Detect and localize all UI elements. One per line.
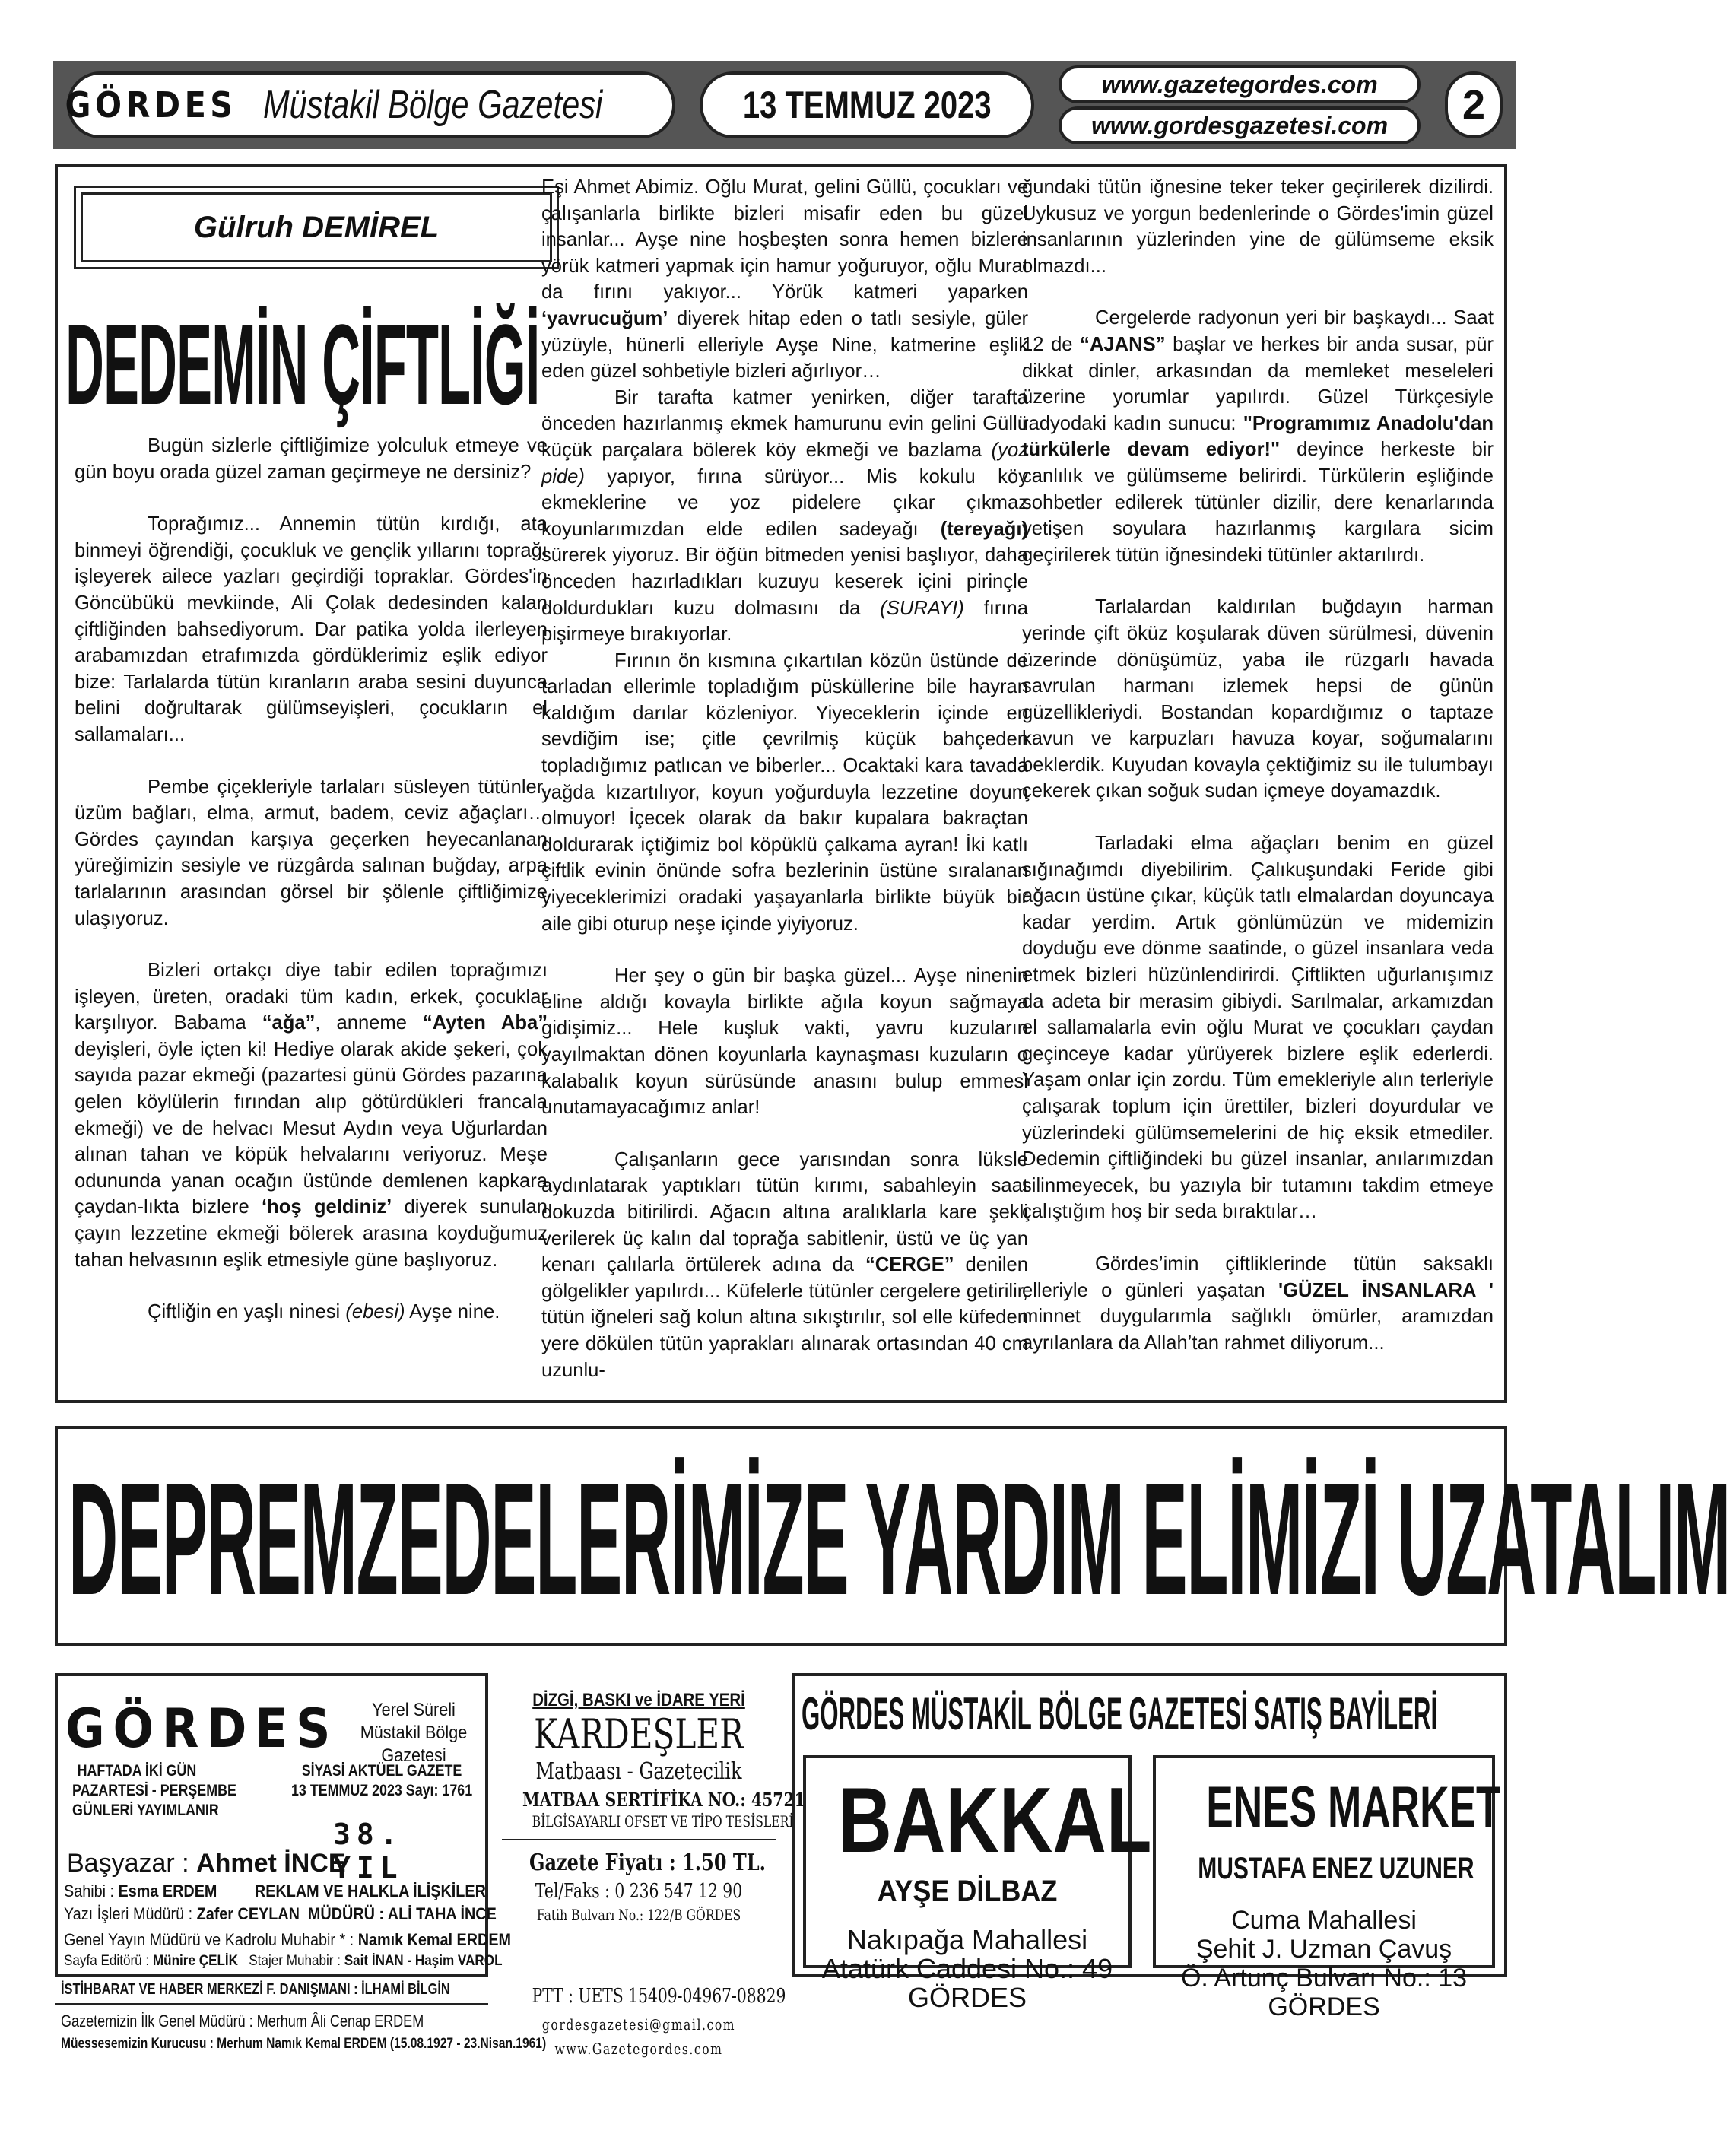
printer-email[interactable]: gordesgazetesi@gmail.com bbox=[541, 2015, 736, 2034]
text-run: diyerek sunulan çayın lezzetine ekmeği bölerek arasına koyduğumuz tahan helvasının eşlik etmesiyle güne başlıyoruz. bbox=[75, 1196, 548, 1271]
ads-label: REKLAM VE HALKLA İLİŞKİLER bbox=[254, 1881, 486, 1900]
frequency-line: GÜNLERİ YAYIMLANIR bbox=[72, 1802, 219, 1819]
emphasis: (tereyağı) bbox=[940, 518, 1028, 540]
dealer-card-enes-market bbox=[1153, 1755, 1501, 2021]
imprint-local-line: Müstakil Bölge Gazetesi bbox=[360, 1723, 468, 1766]
owner-name: Esma ERDEM bbox=[118, 1881, 217, 1900]
paragraph bbox=[75, 957, 548, 1273]
paragraph bbox=[1022, 305, 1494, 568]
paragraph bbox=[541, 174, 1028, 385]
page-number: 2 bbox=[1445, 71, 1503, 138]
emphasis: “Ayten Aba” bbox=[422, 1012, 548, 1034]
emphasis: ‘hoş geldiniz’ bbox=[261, 1196, 392, 1218]
imprint-paper-name: GÖRDES bbox=[65, 1697, 339, 1760]
text-run: deyince herkeste bir canlılık ve gülümseme belirirdi. Türkülerin eşliğinde sohbetler edilerek tütünler dizilir, dere kenarlarında yetişen soyulara hazırlanmış kargılara sicim geçirilerek tütün iğnesindeki tütünler aktarılırdı. bbox=[1022, 439, 1494, 566]
sales-dealers-box bbox=[792, 1673, 1507, 2021]
printer-box bbox=[502, 1673, 805, 1977]
text-run: denilen gölgelikler yapılırdı... Küfelerle tütünler cergelere getirilir, tütün iğneleri sağ kolun altına sıkıştırılır, sol elle küfeden yere dökülen tütün yaprakları alınarak ortasından 40 cm uzunlu- bbox=[541, 1254, 1029, 1381]
first-gm-line: Gazetemizin İlk Genel Müdürü : Merhum Âli Cenap ERDEM bbox=[61, 2012, 424, 2031]
paper-type-line: SİYASİ AKTÜEL GAZETE bbox=[301, 1762, 462, 1780]
dealer-address-line: Nakıpağa Mahallesi bbox=[846, 1924, 1088, 1955]
intern-names: Sait İNAN - Haşim VAROL bbox=[344, 1953, 503, 1969]
brand-name: GÖRDES bbox=[65, 84, 237, 125]
dealer-owner: MUSTAFA ENEZ UZUNER bbox=[1198, 1852, 1474, 1885]
article-column-2 bbox=[541, 174, 1028, 1399]
author-byline: Gülruh DEMİREL bbox=[81, 192, 552, 262]
printer-divider bbox=[502, 1839, 776, 1840]
paragraph: Tarladaki elma ağaçları benim en güzel sığınağımdı diyebilirim. Çalıkuşundaki Feride gibi ağacın üstüne çıkar, küçük tatlı elmalardan doyuncaya kadar yerdim. Artık gönlümüzün ve midemizin doyduğu eve dönme saatinde, o güzel insanlara veda etmek bizleri hüzünlendirirdi. Çiftlikten uğurlanışımız da adeta bir merasim gibiydi. Sarılmalar, arkamızdan el sallamalarla evin oğlu Murat ve çocukları çaydan geçinceye kadar yürüyerek bizlere eşlik ederlerdi. Yaşam onlar için zordu. Tüm emekleriyle alın terleriyle çalışarak toplum için ürettiler, bizleri doyurdular ve yüzlerindeki gülümsemelerini de hiç eksik etmediler. Dedemin çiftliğindeki bu güzel insanlar, anılarımızdan silinmeyecek, bu yazıyla bir tutamını takdim etmeye çalıştığım hoş bir seda bıraktılar… bbox=[1022, 833, 1494, 1223]
chief-writer-label: Başyazar : bbox=[67, 1849, 197, 1878]
printer-name: KARDEŞLER bbox=[534, 1710, 744, 1758]
paragraph: Tarlalardan kaldırılan buğdayın harman yerinde çift öküz koşularak düven sürülmesi, düvenin üzerinde dönüşümüz, yaba ile rüzgarlı havada savrulan harmanı izlemek hepsi de günün güzellikleriydi. Bostandan kopardığımız o taptaze kavun ve karpuzları havuza koyar, soğumalarını beklerdik. Kuyudan kovayla çektiğimiz su ile tulumbayı çekerek çıkan soğuk sudan içmeye doyamazdık. bbox=[1022, 596, 1494, 802]
text-run: fırına pişirmeye bırakıyorlar. bbox=[541, 597, 1028, 646]
dealer-card-bakkal bbox=[803, 1755, 1152, 2013]
article-headline: DEDEMİN ÇİFTLİĞİ bbox=[65, 300, 540, 428]
dealer-address-line: GÖRDES bbox=[907, 1982, 1027, 2013]
emphasis: (yoz pide) bbox=[541, 439, 1028, 487]
page-editor-label: Sayfa Editörü : bbox=[64, 1953, 153, 1969]
publication-year: 38. YIL bbox=[333, 1818, 404, 1885]
page-editor-name: Münire ÇELİK bbox=[152, 1953, 239, 1969]
printer-ptt: PTT : UETS 15409-04967-08829 bbox=[532, 1985, 786, 2008]
frequency-line: PAZARTESİ - PERŞEMBE bbox=[72, 1782, 236, 1799]
emphasis: 'GÜZEL İNSANLARA ' bbox=[1278, 1279, 1494, 1301]
issue-info: 13 TEMMUZ 2023 Sayı: 1761 bbox=[291, 1782, 473, 1799]
article-column-1 bbox=[75, 433, 548, 1399]
emphasis: “ağa” bbox=[262, 1012, 316, 1034]
founder-line bbox=[61, 2035, 546, 2053]
text-run: Çalışanların gece yarısından sonra lüksle aydınlatarak yaptıkları tütün kırımı, sabahleyin saat dokuzda bitirilirdi. Ağacın altına aralıklarla kare şekli verilerek üç kalın dal toprağa sabitlenir, üstü ve üç yan kenarı çalılarla örtülerek adına da bbox=[541, 1148, 1028, 1276]
printer-facilities: BİLGİSAYARLI OFSET VE TİPO TESİSLERİ bbox=[532, 1812, 794, 1831]
paragraph: Bugün sizlerle çiftliğimize yolculuk etmeye ve gün boyu orada güzel zaman geçirmeye ne dersiniz? bbox=[75, 435, 548, 483]
owner-line bbox=[64, 1881, 486, 1901]
paragraph bbox=[541, 1147, 1028, 1383]
text-run: başlar ve herkes bir anda susar, pür dikkat dinler, arkasından da memleket meseleleri üzerine yorumlar yapılırdı. Güzel Türkçesiyle radyodaki kadın sunucu: bbox=[1022, 333, 1494, 434]
dealer-name: BAKKAL bbox=[838, 1768, 1152, 1872]
text-run: Gördes’imin çiftliklerinde tütün saksaklı elleriyle o günleri yaşatan bbox=[1022, 1253, 1494, 1301]
paper-type bbox=[291, 1761, 472, 1801]
dealer-owner: AYŞE DİLBAZ bbox=[877, 1875, 1058, 1908]
printer-website[interactable]: www.Gazetegordes.com bbox=[554, 2040, 723, 2058]
paragraph bbox=[541, 385, 1028, 648]
masthead bbox=[53, 61, 1516, 149]
banner-text: DEPREMZEDELERİMİZE YARDIM ELİMİZİ UZATALIM bbox=[68, 1450, 1730, 1628]
masthead-brand bbox=[67, 71, 675, 138]
paragraph: Her şey o gün bir başka güzel... Ayşe ninenin eline aldığı kovayla birlikte ağıla koyun sağmaya gidişimiz... Hele kuşluk vakti, yavru kuzuların yayılmaktan dönen koyunlarla kaynaşması kuzuların o kalabalık koyun sürüsünde anasını bulup emmesi unutamayacağımız anlar! bbox=[541, 965, 1028, 1119]
dealer-name: ENES MARKET bbox=[1206, 1775, 1501, 1840]
article-column-3 bbox=[1022, 174, 1494, 1399]
issue-date-text: 13 TEMMUZ 2023 bbox=[742, 84, 992, 126]
chief-writer-name: Ahmet İNCE bbox=[196, 1849, 346, 1878]
imprint-local-line: Yerel Süreli bbox=[372, 1700, 456, 1720]
article bbox=[55, 164, 1507, 1403]
text-run: minnet duygularımla sağlıklı ömürler, aramızdan ayrılanlara da Allah’tan rahmet diliyorum... bbox=[1022, 1306, 1494, 1354]
publishing-frequency bbox=[72, 1761, 236, 1821]
paragraph: Fırının ön kısmına çıkartılan közün üstünde de tarladan ellerimle topladığım püsküllerine bile hayran kaldığım darılar közleniyor. Yiyeceklerin içinde en sevdiğim ise; çitle çevrilmiş küçük bahçeden topladığımız patlıcan ve biberler... Ocaktaki kara tavada yağda kızartılıyor, koyun yoğurduyla lezzetine doyum olmuyor! İçecek olarak da bakır kupalara bakraçtan doldurarak içtiğimiz bol köpüklü çalkama ayran! İki katlı çiftlik evinin önünde sofra bezlerinin üstüne sıralanan yiyeceklerimizi oradaki yaşayanlarla birlikte büyük bir aile gibi oturup neşe içinde yiyiyoruz. bbox=[541, 649, 1028, 935]
dealer-address-line: GÖRDES bbox=[1268, 1992, 1380, 2021]
printer-phone: Tel/Faks : 0 236 547 12 90 bbox=[535, 1880, 743, 1903]
brand-tagline: Müstakil Bölge Gazetesi bbox=[262, 83, 602, 127]
paragraph: Pembe çiçekleriyle tarlaları süsleyen tütünler, üzüm bağları, elma, armut, badem, ceviz ağaçları… Gördes çayından karşıya geçerken heyecanlanan yüreğimizin sesiyle ve rüzgârda salınan buğday, arpa tarlalarının arasından görsel bir şölenle çiftliğimize ulaşıyoruz. bbox=[75, 776, 548, 929]
emphasis: ‘yavrucuğum’ bbox=[541, 307, 668, 329]
ads-manager: MÜDÜRÜ : ALİ TAHA İNCE bbox=[307, 1904, 497, 1923]
text-run: Cergelerde radyonun yeri bir başkaydı... Saat 12 de bbox=[1022, 307, 1494, 355]
emphasis: (SURAYI) bbox=[880, 597, 964, 619]
emphasis: “CERGE” bbox=[865, 1254, 954, 1276]
printer-heading: DİZGİ, BASKI ve İDARE YERİ bbox=[532, 1690, 745, 1710]
text-run: Eşi Ahmet Abimiz. Oğlu Murat, gelini Güllü, çocukları ve çalışanlarla birlikte bizleri misafir eden bu güzel insanlar... Ayşe nine hoşbeşten sonra hemen bizlere yörük katmeri yapmak için hamur yoğuruyor, oğlu Murat da fırını yakıyor... Yörük katmeri yaparken bbox=[541, 176, 1028, 303]
dealer-address-line: Atatürk Caddesi No.: 49 bbox=[821, 1953, 1113, 1984]
text-run: yapıyor, fırına sürüyor... Mis kokulu köy ekmeklerine ve yoz pidelere çıkar çıkmaz koyunlarımızdan elde edilen sadeyağı bbox=[541, 465, 1028, 540]
dealers-title: GÖRDES MÜSTAKİL BÖLGE GAZETESİ SATIŞ BAYİLERİ bbox=[802, 1688, 1438, 1739]
text-run: Bizleri ortakçı diye tabir edilen toprağımızı işleyen, üreten, oradaki tüm kadın, erkek, çocuklar karşılıyor. Babama bbox=[75, 960, 548, 1034]
dealer-address-line: Cuma Mahallesi bbox=[1231, 1906, 1417, 1935]
dealer-address-line: Ö. Artunç Bulvarı No.: 13 bbox=[1180, 1964, 1468, 1992]
intel-text: İSTİHBARAT VE HABER MERKEZİ F. DANIŞMANI : İLHAMİ BİLGİN bbox=[61, 1981, 450, 1998]
paragraph bbox=[75, 1299, 548, 1326]
editor-line bbox=[64, 1904, 497, 1924]
text-run: Ayşe nine. bbox=[405, 1301, 500, 1323]
emphasis: (ebesi) bbox=[345, 1301, 405, 1323]
emphasis: “AJANS” bbox=[1080, 333, 1166, 355]
imprint-divider bbox=[55, 2003, 488, 2005]
text-run: Çiftliğin en yaşlı ninesi bbox=[148, 1301, 346, 1323]
gm-name: Namık Kemal ERDEM bbox=[357, 1930, 512, 1949]
founder-text: Müessesemizin Kurucusu : Merhum Namık Kemal ERDEM (15.08.1927 - 23.Nisan.1961) bbox=[61, 2036, 547, 2052]
text-run: , anneme bbox=[315, 1012, 423, 1034]
imprint-box bbox=[55, 1673, 512, 1977]
text-run: Bir tarafta katmer yenirken, diğer tarafta önceden hazırlanmış ekmek hamurunu evin gelini Güllü küçük parçalara bölerek köy ekmeği ve bazlama bbox=[541, 386, 1028, 461]
paragraph: ğundaki tütün iğnesine teker teker geçirilerek dizilirdi. Uykusuz ve yorgun bedenlerinde o Gördes'imin güzel insanlarının yüzlerinden yine de gülümseme eksik olmazdı... bbox=[1022, 176, 1494, 277]
intern-label: Stajer Muhabir : bbox=[249, 1953, 344, 1969]
intel-line bbox=[61, 1980, 450, 1999]
text-run: deyişleri, öyle içten ki! Hediye olarak akide şekeri, çok sayıda pazar ekmeği (pazartesi günü Gördes pazarına gelen köylülerin fırından alıp götürdükleri francala ekmeği) ve de helvacı Mesut Aydın veya Uğurlardan alınan tahan ve köpük helvalarını veriyoruz. Meşe odununda yanan ocağın üstünde demlenen kapkara çaydan-lıkta bizlere bbox=[75, 1038, 548, 1218]
editor-name: Zafer CEYLAN bbox=[196, 1904, 300, 1923]
printer-certificate: MATBAA SERTİFİKA NO.: 45721 bbox=[522, 1789, 805, 1811]
website-link-1[interactable]: www.gazetegordes.com bbox=[1059, 65, 1421, 103]
solidarity-banner bbox=[55, 1426, 1730, 1646]
website-link-2[interactable]: www.gordesgazetesi.com bbox=[1059, 106, 1421, 144]
frequency-line: HAFTADA İKİ GÜN bbox=[77, 1762, 197, 1780]
emphasis: "Programımız Anadolu'dan türkülerle devam ediyor!" bbox=[1022, 412, 1494, 461]
text-run: diyerek hitap eden o tatlı sesiyle, güler yüzüyle, hünerli elleriyle Ayşe Nine, katmerine eşlik eden güzel sohbetiyle bizleri ağırlıyor… bbox=[541, 307, 1028, 383]
editor-label: Yazı İşleri Müdürü : bbox=[64, 1904, 197, 1923]
gm-label: Genel Yayın Müdürü ve Kadrolu Muhabir * : bbox=[64, 1930, 358, 1949]
chief-writer bbox=[67, 1848, 346, 1878]
newspaper-price: Gazete Fiyatı : 1.50 TL. bbox=[529, 1850, 766, 1876]
staff-line bbox=[64, 1951, 503, 1971]
dealer-address-line: Şehit J. Uzman Çavuş bbox=[1195, 1935, 1452, 1964]
imprint-local bbox=[354, 1699, 474, 1767]
owner-label: Sahibi : bbox=[64, 1881, 119, 1900]
issue-date bbox=[700, 71, 1034, 138]
printer-subtitle: Matbaası - Gazetecilik bbox=[535, 1758, 742, 1785]
text-run: sürerek yiyoruz. Bir öğün bitmeden yenisi başlıyor, daha önceden hazırladıkları kuzuyu keserek içini pirinçle doldurdukları kuzu dolmasını da bbox=[541, 545, 1028, 619]
paragraph bbox=[1022, 1251, 1494, 1356]
printer-address: Fatih Bulvarı No.: 122/B GÖRDES bbox=[536, 1906, 741, 1924]
paragraph: Toprağımız... Annemin tütün kırdığı, ata binmeyi öğrendiği, çocukluk ve gençlik yıllarını toprağı işleyerek ailece yazları geçirdiği topraklar. Gördes'in Göncübükü mevkiinde, Ali Çolak dedesinden kalan çiftliğinden bahsediyorum. Dar patika yolda ilerleyen arabamızdan etrafımızda gördüklerimiz eşlik ediyor bize: Tarlalarda tütün kıranların araba sesini duyunca belini doğrultarak gülümseyişleri, çocukların el sallamaları... bbox=[75, 513, 548, 745]
gm-line bbox=[64, 1930, 511, 1950]
